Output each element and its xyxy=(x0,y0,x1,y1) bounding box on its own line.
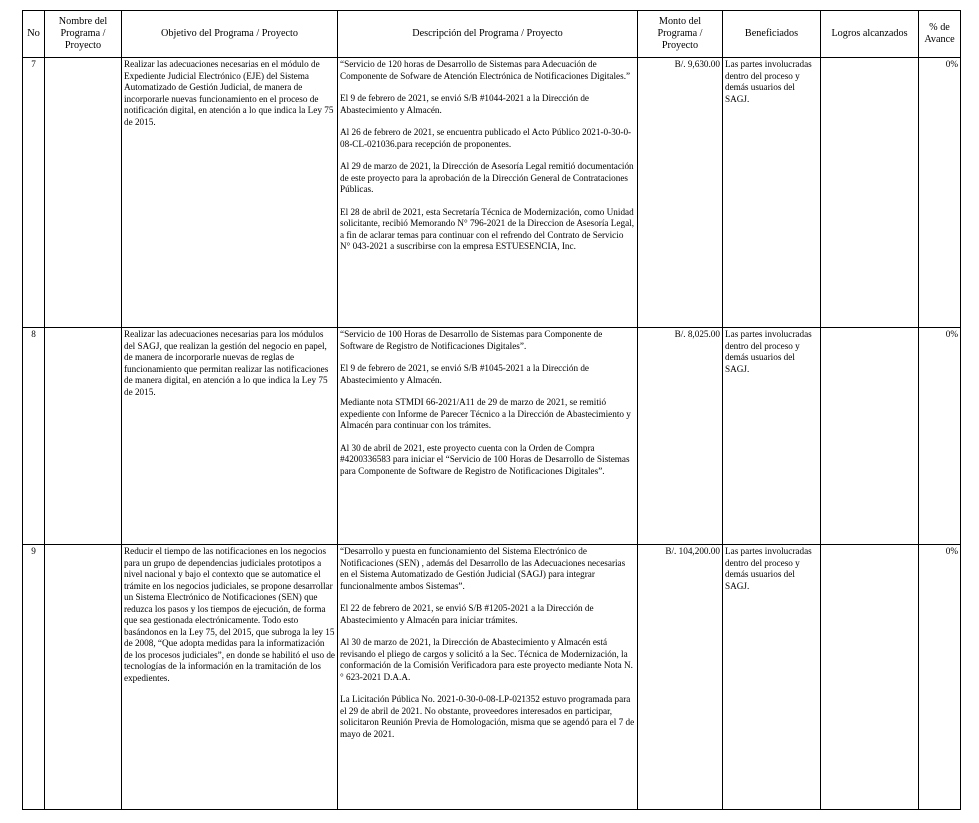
header-avance: % de Avance xyxy=(919,11,961,58)
project-name xyxy=(45,328,122,545)
project-objective: Reducir el tiempo de las notificaciones en los negocios para un grupo de dependencias judiciales prototipos a nivel nacional y bajo el contexto que se automatice el trámite en los negocios judiciales, se propone desarrollar un Sistema Electrónico de Notificaciones (SEN) que reduzca los pasos y los tiempos de ejecución, de forma que sea gestionada electrónicamente. Todo esto basándonos en la Ley 75, del 2015, que subroga la ley 15 de 2008, “Que adopta medidas para la informatización de los procesos judiciales”, en donde se habilitó el uso de tecnologías de la información en la tramitación de los expedientes. xyxy=(122,545,338,810)
project-beneficiaries: Las partes involucradas dentro del proceso y demás usuarios del SAGJ. xyxy=(723,58,821,328)
description-paragraph: El 22 de febrero de 2021, se envió S/B #1205-2021 a la Dirección de Abastecimiento y Almacén para iniciar trámites. xyxy=(340,603,594,625)
project-name xyxy=(45,545,122,810)
projects-table xyxy=(22,10,961,810)
description-paragraph: El 28 de abril de 2021, esta Secretaría Técnica de Modernización, como Unidad solicitante, recibió Memorando N° 796-2021 de la Direccion de Asesoría Legal, a fin de aclarar temas para continuar con el refrendo del Contrato de Servicio N° 043-2021 a suscribirse con la empresa ESTUESENCIA, Inc. xyxy=(340,206,635,251)
project-objective: Realizar las adecuaciones necesarias en el módulo de Expediente Judicial Electrónico (EJE) del Sistema Automatizado de Gestión Judicial, de manera de incorporarle nuevas funcionamiento en el proceso de notificación digital, en atención a lo que indica la Ley 75 de 2015. xyxy=(122,58,338,328)
description-paragraph: “Servicio de 100 Horas de Desarrollo de Sistemas para Componente de Software de Registro de Notificaciones Digitales”. xyxy=(340,329,603,351)
project-progress: 0% xyxy=(919,545,961,810)
project-amount: B/. 9,630.00 xyxy=(638,58,723,328)
description-paragraph: Al 30 de marzo de 2021, la Dirección de Abastecimiento y Almacén está revisando el pliego de cargos y solicitó a la Sec. Técnica de Modernización, la conformación de la Comisión Verificadora para este proyecto mediante Nota N.° 623-2021 D.A.A. xyxy=(340,637,633,682)
project-achievements xyxy=(821,328,919,545)
description-paragraph: “Desarrollo y puesta en funcionamiento del Sistema Electrónico de Notificaciones (SEN) , además del Desarrollo de las Adecuaciones necesarias en el Sistema Automatizado de Gestión Judicial (SAGJ) para integrar funcionalmente ambos Sistemas”. xyxy=(340,546,626,591)
project-progress: 0% xyxy=(919,328,961,545)
description-paragraph: El 9 de febrero de 2021, se envió S/B #1045-2021 a la Dirección de Abastecimiento y Almacén. xyxy=(340,363,590,385)
project-achievements xyxy=(821,58,919,328)
description-paragraph: Al 30 de abril de 2021, este proyecto cuenta con la Orden de Compra #4200336583 para iniciar el “Servicio de 100 Horas de Desarrollo de Sistemas para Componente de Software de Registro de Notificaciones Digitales”. xyxy=(340,442,630,476)
project-name xyxy=(45,58,122,328)
header-monto: Monto del Programa / Proyecto xyxy=(638,11,723,58)
description-paragraph: Al 26 de febrero de 2021, se encuentra publicado el Acto Público 2021-0-30-0-08-CL-021036.para recepción de proponentes. xyxy=(340,127,632,149)
header-descripcion: Descripción del Programa / Proyecto xyxy=(338,11,638,58)
description-paragraph: La Licitación Pública No. 2021-0-30-0-08-LP-021352 estuvo programada para el 29 de abril de 2021. No obstante, proveedores interesados en participar, solicitaron Reunión Previa de Homologación, misma que se agendó para el 7 de mayo de 2021. xyxy=(340,694,635,739)
project-amount: B/. 104,200.00 xyxy=(638,545,723,810)
project-description xyxy=(338,58,638,328)
project-achievements xyxy=(821,545,919,810)
row-number: 8 xyxy=(23,328,45,545)
project-progress: 0% xyxy=(919,58,961,328)
description-paragraph: El 9 de febrero de 2021, se envió S/B #1044-2021 a la Dirección de Abastecimiento y Almacén. xyxy=(340,93,590,115)
header-no: No xyxy=(23,11,45,58)
table-row xyxy=(23,58,961,328)
header-nombre: Nombre del Programa / Proyecto xyxy=(45,11,122,58)
row-number: 7 xyxy=(23,58,45,328)
project-beneficiaries: Las partes involucradas dentro del proceso y demás usuarios del SAGJ. xyxy=(723,328,821,545)
project-objective: Realizar las adecuaciones necesarias para los módulos del SAGJ, que realizan la gestión del negocio en papel, de manera de incorporarle nuevas de reglas de funcionamiento que permitan realizar las notificaciones de manera digital, en atención a lo que indica la Ley 75 de 2015. xyxy=(122,328,338,545)
project-beneficiaries: Las partes involucradas dentro del proceso y demás usuarios del SAGJ. xyxy=(723,545,821,810)
description-paragraph: Al 29 de marzo de 2021, la Dirección de Asesoría Legal remitió documentación de este proyecto para la aprobación de la Dirección General de Contrataciones Públicas. xyxy=(340,161,634,194)
project-description xyxy=(338,328,638,545)
description-paragraph: Mediante nota STMDI 66-2021/A11 de 29 de marzo de 2021, se remitió expediente con Informe de Parecer Técnico a la Dirección de Abastecimiento y Almacén para continuar con los trámites. xyxy=(340,397,631,430)
table-row xyxy=(23,545,961,810)
project-description xyxy=(338,545,638,810)
header-beneficiados: Beneficiados xyxy=(723,11,821,58)
table-header-row xyxy=(23,11,961,58)
project-amount: B/. 8,025.00 xyxy=(638,328,723,545)
header-logros: Logros alcanzados xyxy=(821,11,919,58)
table-row xyxy=(23,328,961,545)
header-objetivo: Objetivo del Programa / Proyecto xyxy=(122,11,338,58)
description-paragraph: “Servicio de 120 horas de Desarrollo de Sistemas para Adecuación de Componente de Sofware de Atención Electrónica de Notificaciones Digitales.” xyxy=(340,59,631,81)
row-number: 9 xyxy=(23,545,45,810)
